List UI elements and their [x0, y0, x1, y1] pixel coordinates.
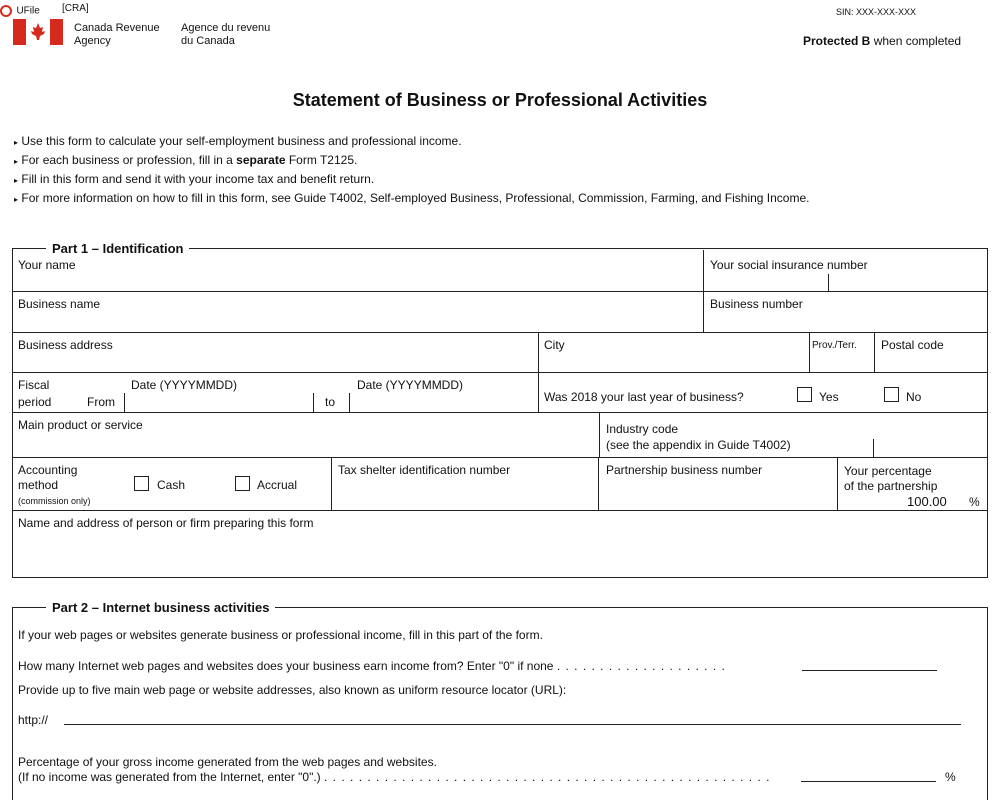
instruction-2-bold: separate — [236, 153, 286, 167]
part2-title: Part 2 – Internet business activities — [46, 600, 275, 616]
col-line — [703, 250, 704, 291]
protected-rest: when completed — [870, 34, 962, 48]
accounting-label-3: (commission only) — [18, 496, 91, 506]
col-line — [538, 333, 539, 372]
your-name-label: Your name — [18, 258, 76, 272]
cash-label: Cash — [157, 478, 186, 492]
agency-fr — [181, 22, 270, 48]
percentage-internet-leader: . . . . . . . . . . . . . . . . . . . . . . . . . . . . . . . . . . . . . . . . . . . . . . . . . . . . — [324, 770, 771, 784]
url-input[interactable] — [64, 724, 961, 725]
col-line — [598, 458, 599, 510]
bullet-icon: ▸ — [14, 138, 19, 147]
no-label: No — [906, 390, 922, 404]
period-label: period — [18, 395, 52, 409]
industry-code-label-2: (see the appendix in Guide T4002) — [606, 438, 791, 452]
sin-tick — [828, 274, 829, 291]
agency-en-line1: Canada Revenue — [74, 22, 160, 34]
col-line — [837, 458, 838, 510]
protected-label — [803, 34, 961, 48]
instruction-2-pre: For each business or profession, fill in a — [21, 153, 237, 167]
instruction-4-text: For more information on how to fill in this form, see Guide T4002, Self-employed Business, Professional, Commission, Farming, and Fishing Income. — [21, 191, 810, 205]
instruction-1 — [14, 134, 462, 150]
date-to-tick — [349, 393, 350, 412]
percentage-internet-line1: Percentage of your gross income generated from the web pages and websites. — [18, 755, 437, 769]
bullet-icon: ▸ — [14, 176, 19, 185]
page-title: Statement of Business or Professional Activities — [292, 90, 708, 110]
part1-title: Part 1 – Identification — [46, 241, 189, 257]
col-line — [599, 413, 600, 457]
cra-tag: [CRA] — [62, 3, 89, 14]
web-count-text: How many Internet web pages and websites does your business earn income from? Enter "0" if none — [18, 659, 554, 673]
urls-question: Provide up to five main web page or website addresses, also known as uniform resource locator (URL): — [18, 683, 567, 697]
prov-label: Prov./Terr. — [812, 340, 857, 351]
fiscal-label: Fiscal — [18, 378, 50, 392]
col-line — [703, 292, 704, 332]
percentage-value[interactable]: 100.00 — [907, 494, 947, 509]
main-product-label: Main product or service — [18, 418, 143, 432]
business-name-label: Business name — [18, 297, 101, 311]
row-line — [12, 291, 988, 292]
percentage-internet-text: (If no income was generated from the Internet, enter "0".) — [18, 770, 321, 784]
percentage-internet-sign: % — [945, 770, 956, 784]
row-line — [12, 457, 988, 458]
percentage-internet-input[interactable] — [801, 781, 936, 782]
canada-flag-icon — [13, 19, 63, 45]
last-year-question: Was 2018 your last year of business? — [544, 390, 744, 404]
col-line — [538, 373, 539, 412]
ufile-logo — [0, 2, 40, 16]
bullet-icon: ▸ — [14, 157, 19, 166]
instruction-2-post: Form T2125. — [285, 153, 358, 167]
business-address-label: Business address — [18, 338, 113, 352]
web-count-input[interactable] — [802, 670, 937, 671]
last-year-no-checkbox[interactable] — [884, 387, 899, 402]
agency-fr-line1: Agence du revenu — [181, 22, 271, 34]
percentage-label-1: Your percentage — [844, 464, 932, 478]
ufile-label: UFile — [16, 5, 40, 17]
tax-shelter-label: Tax shelter identification number — [338, 463, 511, 477]
accrual-checkbox[interactable] — [235, 476, 250, 491]
preparer-label: Name and address of person or firm preparing this form — [18, 516, 314, 530]
instruction-3-text: Fill in this form and send it with your income tax and benefit return. — [21, 172, 375, 186]
industry-code-tick — [873, 439, 874, 457]
date-from-tick-end — [313, 393, 314, 412]
city-label: City — [544, 338, 565, 352]
sin-header: SIN: XXX-XXX-XXX — [836, 7, 917, 17]
accrual-label: Accrual — [257, 478, 298, 492]
http-label: http:// — [18, 713, 49, 727]
instruction-1-text: Use this form to calculate your self-employment business and professional income. — [21, 134, 462, 148]
from-label: From — [87, 395, 115, 409]
industry-code-label-1: Industry code — [606, 422, 679, 436]
agency-en — [74, 22, 160, 48]
date-from-label: Date (YYYYMMDD) — [131, 378, 238, 392]
row-line — [12, 332, 988, 333]
percentage-internet-line2 — [18, 770, 770, 784]
row-line — [12, 412, 988, 413]
col-line — [809, 333, 810, 372]
row-line — [12, 510, 988, 511]
yes-label: Yes — [819, 390, 839, 404]
ufile-icon — [0, 5, 12, 17]
agency-fr-line2: du Canada — [181, 35, 235, 47]
instruction-2 — [14, 153, 357, 169]
col-line — [874, 333, 875, 372]
accounting-label-1: Accounting — [18, 463, 78, 477]
sin-label: Your social insurance number — [710, 258, 868, 272]
business-number-label: Business number — [710, 297, 803, 311]
partnership-bn-label: Partnership business number — [606, 463, 763, 477]
web-count-leader: . . . . . . . . . . . . . . . . . . . . — [556, 659, 726, 673]
to-label: to — [325, 395, 336, 409]
bullet-icon: ▸ — [14, 195, 19, 204]
instruction-4 — [14, 191, 809, 207]
col-line — [331, 458, 332, 510]
accounting-label-2: method — [18, 478, 59, 492]
last-year-yes-checkbox[interactable] — [797, 387, 812, 402]
instruction-3 — [14, 172, 374, 188]
date-to-label: Date (YYYYMMDD) — [357, 378, 464, 392]
cash-checkbox[interactable] — [134, 476, 149, 491]
row-line — [12, 372, 988, 373]
protected-bold: Protected B — [803, 34, 871, 48]
web-count-question — [18, 659, 726, 673]
postal-label: Postal code — [881, 338, 944, 352]
agency-en-line2: Agency — [74, 35, 111, 47]
percentage-label-2: of the partnership — [844, 479, 938, 493]
date-from-tick — [124, 393, 125, 412]
part2-intro: If your web pages or websites generate business or professional income, fill in this part of the form. — [18, 628, 543, 642]
percentage-sign: % — [969, 495, 980, 509]
